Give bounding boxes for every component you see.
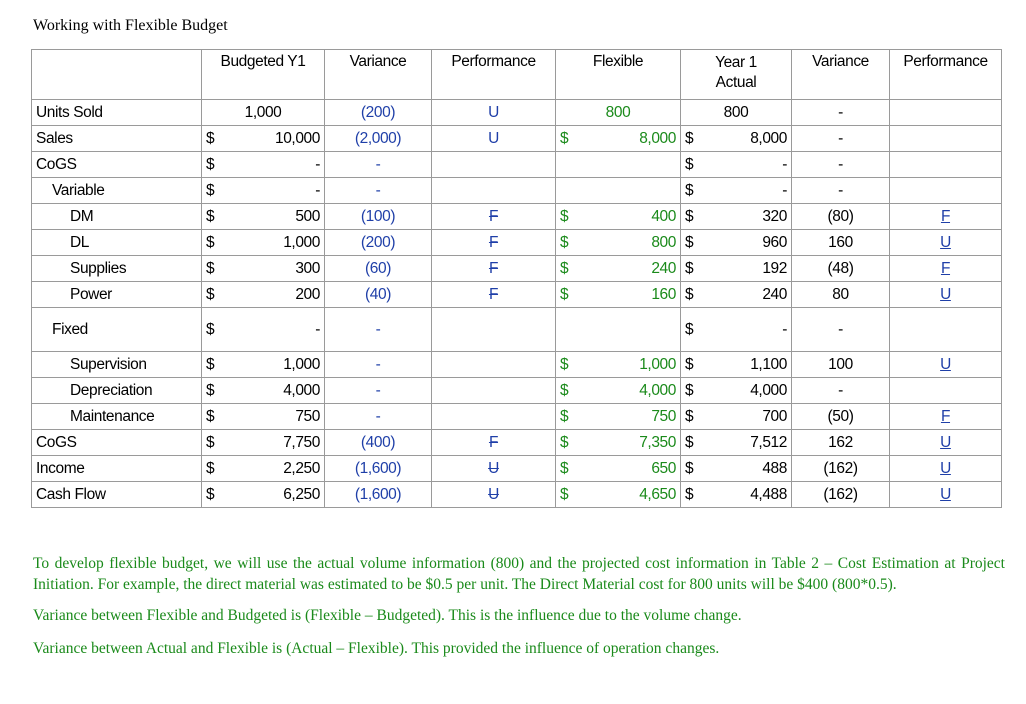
variance-2-cell: (48) [792,256,890,282]
budgeted-cell-value: 4,000 [283,381,320,399]
table-row [32,308,1002,352]
performance-2-cell: F [890,404,1002,430]
performance-cell: F [432,430,556,456]
actual-cell [681,430,792,456]
performance-cell: F [432,204,556,230]
flexible-cell [556,482,681,508]
budgeted-cell [202,308,325,352]
row-label: DM [32,204,202,230]
actual-cell [681,404,792,430]
budgeted-cell [202,456,325,482]
dollar-sign: $ [560,407,569,425]
flexible-cell-value: 800 [605,103,631,121]
dollar-sign: $ [685,129,694,147]
dollar-sign: $ [206,129,215,147]
performance-cell: U [432,456,556,482]
actual-cell-value: 4,000 [750,381,787,399]
budgeted-cell [202,204,325,230]
flexible-cell-value: 4,000 [639,381,676,399]
budgeted-cell [202,430,325,456]
row-label: CoGS [32,152,202,178]
table-row [32,352,1002,378]
row-label: Maintenance [32,404,202,430]
dollar-sign: $ [206,207,215,225]
performance-2-cell: U [890,430,1002,456]
flexible-cell [556,282,681,308]
budgeted-cell [202,404,325,430]
dollar-sign: $ [560,129,569,147]
flexible-cell-value: 750 [651,407,676,425]
flexible-budget-table [31,49,1002,508]
variance-cell: (200) [325,230,432,256]
row-label: Income [32,456,202,482]
budgeted-cell-value: 2,250 [283,459,320,477]
variance-cell: - [325,152,432,178]
flexible-cell [556,352,681,378]
table-row [32,100,1002,126]
performance-2-cell [890,152,1002,178]
performance-cell: U [432,482,556,508]
dollar-sign: $ [685,285,694,303]
table-row [32,256,1002,282]
variance-cell: (1,600) [325,482,432,508]
actual-cell [681,152,792,178]
dollar-sign: $ [206,355,215,373]
performance-cell [432,404,556,430]
dollar-sign: $ [560,381,569,399]
budgeted-cell-value: 500 [295,207,320,225]
row-label: Units Sold [32,100,202,126]
actual-cell [681,456,792,482]
flexible-cell [556,430,681,456]
actual-cell-value: 1,100 [750,355,787,373]
dollar-sign: $ [560,433,569,451]
table-row [32,456,1002,482]
flexible-cell-value: 800 [651,233,676,251]
flexible-cell-value: 160 [651,285,676,303]
row-label: DL [32,230,202,256]
flexible-cell [556,178,681,204]
budgeted-cell [202,230,325,256]
budgeted-cell-value: - [315,155,320,173]
budgeted-cell [202,100,325,126]
performance-cell [432,178,556,204]
table-row [32,482,1002,508]
dollar-sign: $ [206,285,215,303]
header-actual: Year 1 Actual [681,50,792,100]
row-label: Supervision [32,352,202,378]
budgeted-cell [202,282,325,308]
variance-2-cell: 80 [792,282,890,308]
actual-cell [681,378,792,404]
budgeted-cell-value: 200 [295,285,320,303]
note-paragraph: Variance between Flexible and Budgeted is (Flexible – Budgeted). This is the influence due to the volume change. [33,607,742,624]
table-row [32,430,1002,456]
dollar-sign: $ [685,181,694,199]
budgeted-cell [202,378,325,404]
dollar-sign: $ [560,459,569,477]
performance-2-cell: U [890,456,1002,482]
budgeted-cell-value: 7,750 [283,433,320,451]
actual-cell-value: 192 [762,259,787,277]
variance-cell: (100) [325,204,432,230]
header-flexible: Flexible [556,50,681,100]
performance-2-cell: U [890,482,1002,508]
note-paragraph: To develop flexible budget, we will use the actual volume information (800) and the projected cost information in Table 2 – Cost Estimation at Project Initiation. For example, the direct material was estimated to be $0.5 per unit. The Direct Material cost for 800 units will be $400 (800*0.5). [33,555,1005,593]
actual-cell-value: - [782,320,787,338]
flexible-cell [556,378,681,404]
dollar-sign: $ [685,155,694,173]
variance-cell: - [325,378,432,404]
actual-cell [681,482,792,508]
table-row [32,204,1002,230]
flexible-cell-value: 240 [651,259,676,277]
dollar-sign: $ [206,433,215,451]
actual-cell-value: 240 [762,285,787,303]
dollar-sign: $ [206,233,215,251]
flexible-cell [556,456,681,482]
variance-2-cell: - [792,100,890,126]
actual-cell [681,100,792,126]
performance-2-cell [890,178,1002,204]
row-label: Supplies [32,256,202,282]
actual-cell-value: 800 [723,103,749,121]
performance-2-cell [890,100,1002,126]
variance-2-cell: - [792,308,890,352]
table-row [32,282,1002,308]
budgeted-cell-value: 10,000 [274,129,320,147]
header-variance-2: Variance [792,50,890,100]
budgeted-cell-value: - [315,320,320,338]
variance-cell: - [325,178,432,204]
table-row [32,404,1002,430]
budgeted-cell-value: 6,250 [283,485,320,503]
actual-cell-value: 488 [762,459,787,477]
dollar-sign: $ [560,233,569,251]
row-label: CoGS [32,430,202,456]
table-row [32,378,1002,404]
actual-cell-value: 4,488 [750,485,787,503]
header-variance: Variance [325,50,432,100]
performance-2-cell [890,126,1002,152]
actual-cell [681,256,792,282]
performance-2-cell [890,308,1002,352]
table-row [32,126,1002,152]
header-budgeted: Budgeted Y1 [202,50,325,100]
performance-2-cell: U [890,352,1002,378]
variance-2-cell: - [792,126,890,152]
dollar-sign: $ [206,320,215,338]
variance-2-cell: (80) [792,204,890,230]
dollar-sign: $ [685,207,694,225]
dollar-sign: $ [206,407,215,425]
page-title: Working with Flexible Budget [33,17,228,34]
dollar-sign: $ [685,459,694,477]
variance-cell: (60) [325,256,432,282]
variance-2-cell: (162) [792,482,890,508]
flexible-cell [556,256,681,282]
variance-cell: - [325,352,432,378]
table-row [32,230,1002,256]
variance-2-cell: 162 [792,430,890,456]
row-label: Depreciation [32,378,202,404]
flexible-cell [556,204,681,230]
budgeted-cell-value: 750 [295,407,320,425]
row-label: Sales [32,126,202,152]
dollar-sign: $ [685,407,694,425]
budgeted-cell-value: - [315,181,320,199]
flexible-cell-value: 650 [651,459,676,477]
budgeted-cell [202,256,325,282]
performance-2-cell: U [890,282,1002,308]
variance-cell: (40) [325,282,432,308]
actual-cell-value: 320 [762,207,787,225]
variance-2-cell: - [792,152,890,178]
dollar-sign: $ [685,485,694,503]
actual-cell [681,308,792,352]
note-paragraph: Variance between Actual and Flexible is (Actual – Flexible). This provided the influence of operation changes. [33,640,720,657]
performance-cell [432,308,556,352]
budgeted-cell-value: 300 [295,259,320,277]
notes-section [33,553,1005,671]
actual-cell-value: - [782,155,787,173]
variance-cell: - [325,308,432,352]
flexible-cell [556,126,681,152]
header-performance: Performance [432,50,556,100]
dollar-sign: $ [685,381,694,399]
variance-2-cell: (162) [792,456,890,482]
row-label: Variable [32,178,202,204]
header-performance-2: Performance [890,50,1002,100]
flexible-cell-value: 8,000 [639,129,676,147]
budgeted-cell-value: 1,000 [244,103,282,121]
variance-2-cell: 100 [792,352,890,378]
budgeted-cell-value: 1,000 [283,355,320,373]
row-label: Power [32,282,202,308]
dollar-sign: $ [560,485,569,503]
row-label: Fixed [32,308,202,352]
performance-cell: F [432,282,556,308]
flexible-cell [556,308,681,352]
variance-2-cell: (50) [792,404,890,430]
actual-cell-value: 960 [762,233,787,251]
dollar-sign: $ [206,181,215,199]
flexible-cell [556,404,681,430]
budgeted-cell [202,352,325,378]
performance-cell: U [432,126,556,152]
flexible-cell-value: 1,000 [639,355,676,373]
variance-cell: - [325,404,432,430]
performance-2-cell: U [890,230,1002,256]
dollar-sign: $ [560,355,569,373]
actual-cell [681,352,792,378]
flexible-cell-value: 7,350 [639,433,676,451]
dollar-sign: $ [560,259,569,277]
actual-cell [681,282,792,308]
performance-cell: U [432,100,556,126]
table-row [32,178,1002,204]
actual-cell [681,126,792,152]
flexible-cell [556,100,681,126]
performance-cell: F [432,230,556,256]
performance-2-cell: F [890,204,1002,230]
variance-cell: (1,600) [325,456,432,482]
actual-cell [681,178,792,204]
table-row [32,152,1002,178]
actual-cell-value: 7,512 [750,433,787,451]
variance-2-cell: 160 [792,230,890,256]
dollar-sign: $ [685,355,694,373]
variance-cell: (200) [325,100,432,126]
budgeted-cell [202,126,325,152]
flexible-cell [556,152,681,178]
variance-2-cell: - [792,178,890,204]
actual-cell-value: 700 [762,407,787,425]
flexible-cell-value: 4,650 [639,485,676,503]
dollar-sign: $ [685,233,694,251]
dollar-sign: $ [206,459,215,477]
actual-cell-value: 8,000 [750,129,787,147]
flexible-cell [556,230,681,256]
performance-cell: F [432,256,556,282]
dollar-sign: $ [206,381,215,399]
actual-cell-value: - [782,181,787,199]
budgeted-cell [202,482,325,508]
budgeted-cell [202,178,325,204]
dollar-sign: $ [685,320,694,338]
performance-cell [432,378,556,404]
dollar-sign: $ [206,155,215,173]
variance-cell: (2,000) [325,126,432,152]
performance-2-cell: F [890,256,1002,282]
dollar-sign: $ [685,259,694,277]
variance-cell: (400) [325,430,432,456]
dollar-sign: $ [206,259,215,277]
dollar-sign: $ [560,207,569,225]
flexible-cell-value: 400 [651,207,676,225]
header-blank [32,50,202,100]
dollar-sign: $ [560,285,569,303]
variance-2-cell: - [792,378,890,404]
budgeted-cell [202,152,325,178]
table-header-row [32,50,1002,100]
performance-2-cell [890,378,1002,404]
actual-cell [681,230,792,256]
dollar-sign: $ [206,485,215,503]
performance-cell [432,152,556,178]
performance-cell [432,352,556,378]
row-label: Cash Flow [32,482,202,508]
budgeted-cell-value: 1,000 [283,233,320,251]
actual-cell [681,204,792,230]
dollar-sign: $ [685,433,694,451]
